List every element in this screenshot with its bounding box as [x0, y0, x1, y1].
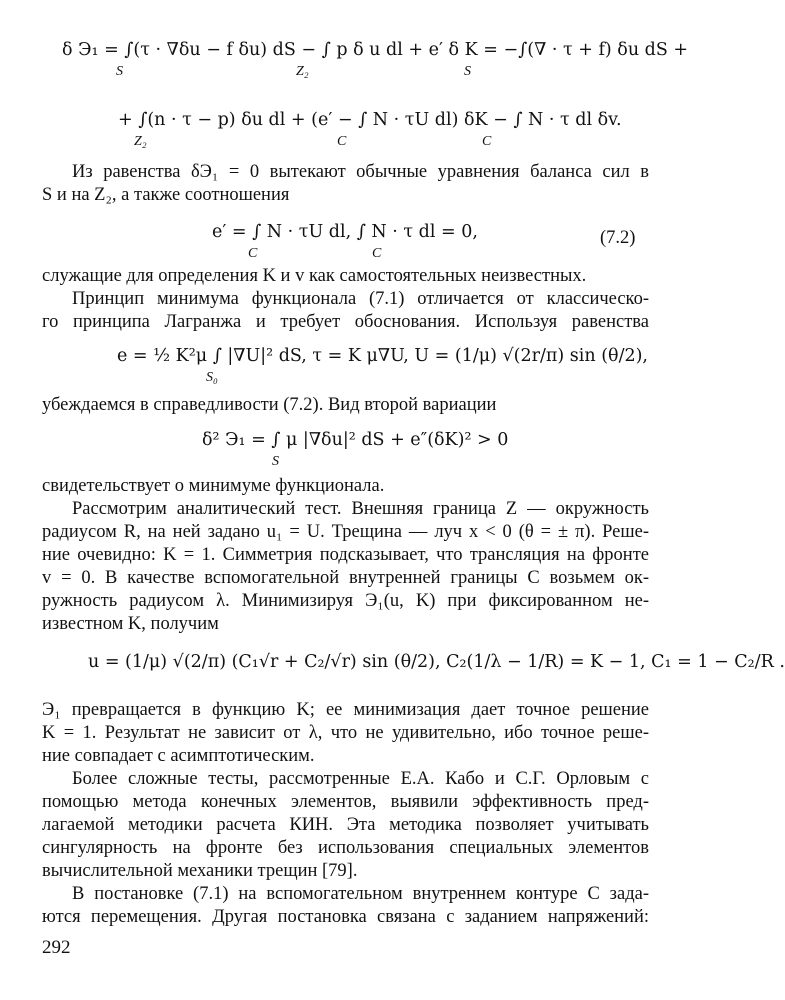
text-line: известном K, получим: [42, 614, 219, 634]
text-line: радиусом R, на ней задано u₁ = U. Трещина — луч x < 0 (θ = ± π). Реше-: [42, 522, 649, 542]
text-line: Более сложные тесты, рассмотренные Е.А. Кабо и С.Г. Орловым с: [72, 769, 649, 789]
formula-subscript: C: [372, 246, 382, 261]
formula-subscript: C: [337, 134, 347, 149]
page-number: 292: [42, 937, 71, 958]
formula-7-2: e′ = ∫ N · τU dl, ∫ N · τ dl = 0,: [212, 222, 478, 242]
text-line: ние очевидно: K = 1. Симметрия подсказывает, что трансляция на фронте: [42, 545, 649, 565]
formula-second-variation: δ² Э₁ = ∫ μ |∇δu|² dS + e″(δK)² > 0: [202, 430, 509, 450]
text-line: вычислительной механики трещин [79].: [42, 861, 358, 881]
text-line: ружность радиусом λ. Минимизируя Э₁(u, K) при фиксированном не-: [42, 591, 649, 611]
text-line: помощью метода конечных элементов, выявили эффективность пред-: [42, 792, 649, 812]
formula-subscript: Z₂: [134, 134, 147, 149]
formula-test-solution: u = (1/μ) √(2/π) (C₁√r + C₂/√r) sin (θ/2), C₂(1/λ − 1/R) = K − 1, C₁ = 1 − C₂/R .: [88, 652, 785, 672]
text-line: сингулярность на фронте без использования специальных элементов: [42, 838, 649, 858]
text-line: Принцип минимума функционала (7.1) отличается от классическо-: [72, 289, 649, 309]
text-line: v = 0. В качестве вспомогательной внутренней границы C возьмем ок-: [42, 568, 649, 588]
formula-subscript: C: [482, 134, 492, 149]
text-line: Из равенства δЭ₁ = 0 вытекают обычные уравнения баланса сил в: [72, 162, 649, 182]
formula-variation-line1: δ Э₁ = ∫(τ · ∇δu − f δu) dS − ∫ p δ u dl + e′ δ K = −∫(∇ · τ + f) δu dS +: [62, 40, 689, 60]
text-line: В постановке (7.1) на вспомогательном внутреннем контуре C зада-: [72, 884, 649, 904]
text-line: K = 1. Результат не зависит от λ, что не удивительно, ибо точное реше-: [42, 723, 649, 743]
formula-variation-line2: + ∫(n · τ − p) δu dl + (e′ − ∫ N · τU dl) δK − ∫ N · τ dl δv.: [118, 110, 622, 130]
text-line: Рассмотрим аналитический тест. Внешняя граница Z — окружность: [72, 499, 649, 519]
formula-subscript: S: [272, 454, 279, 469]
equation-number: (7.2): [600, 228, 636, 248]
formula-subscript: S₀: [206, 370, 218, 385]
text-line: го принципа Лагранжа и требует обоснования. Используя равенства: [42, 312, 649, 332]
formula-subscript: Z₂: [296, 64, 309, 79]
formula-subscript: C: [248, 246, 258, 261]
text-line: ние совпадает с асимптотическим.: [42, 746, 315, 766]
text-line: ются перемещения. Другая постановка связана с заданием напряжений:: [42, 907, 649, 927]
formula-definitions: e = ½ K²μ ∫ |∇U|² dS, τ = K μ∇U, U = (1/μ) √(2r/π) sin (θ/2),: [117, 346, 648, 366]
text-line: свидетельствует о минимуме функционала.: [42, 476, 385, 496]
text-line: убеждаемся в справедливости (7.2). Вид второй вариации: [42, 395, 497, 415]
text-line: Э₁ превращается в функцию K; ее минимизация дает точное решение: [42, 700, 649, 720]
text-line: служащие для определения K и v как самостоятельных неизвестных.: [42, 266, 587, 286]
text-line: лагаемой методики расчета КИН. Эта методика позволяет учитывать: [42, 815, 649, 835]
formula-subscript: S: [464, 64, 471, 79]
text-line: S и на Z₂, а также соотношения: [42, 185, 290, 205]
formula-subscript: S: [116, 64, 123, 79]
